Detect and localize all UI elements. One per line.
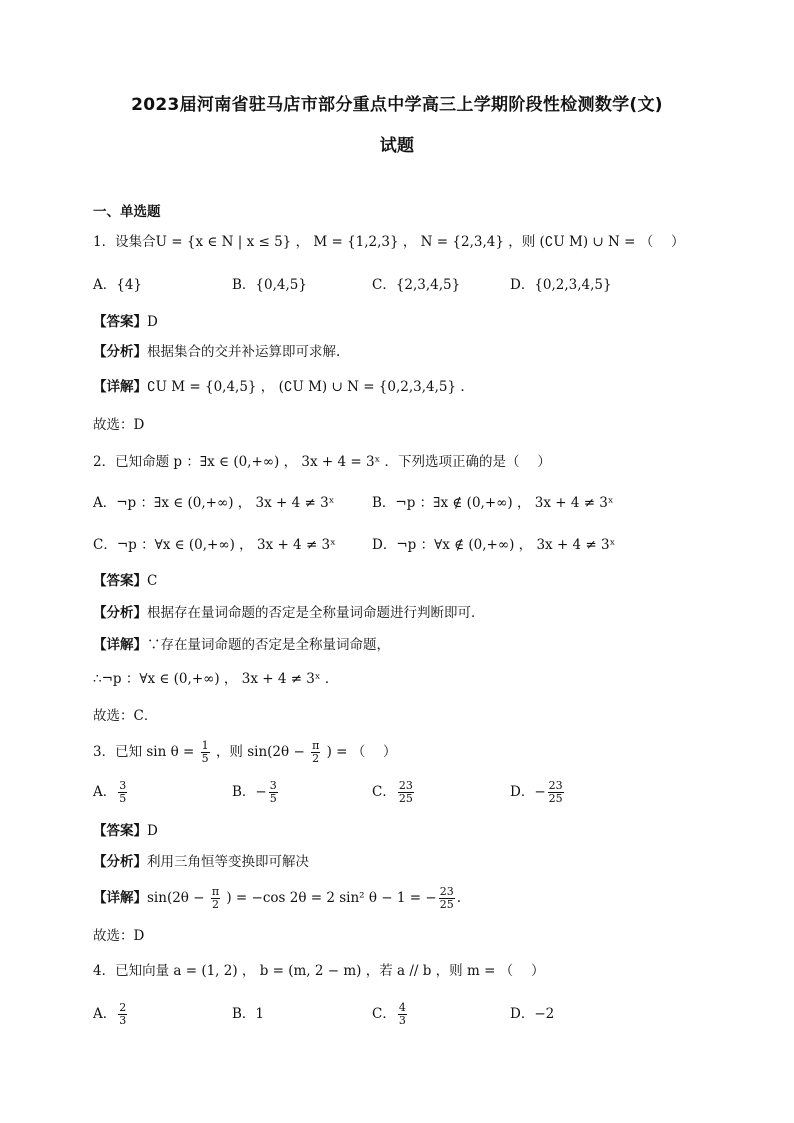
q1-stem-math: U = {x ∈ N | x ≤ 5} ， M = {1,2,3} ， N = {2,3,4} ，则 (∁U M) ∪ N = （ ） [155, 234, 685, 250]
q2-stem: 2．已知命题 p ：∃x ∈ (0,+∞) ， 3x + 4 = 3ˣ ．下列选项正确的是（ ） [93, 454, 551, 470]
q3-option-c-label: C． [372, 784, 396, 800]
q1-detail-text: ∁U M = {0,4,5} ， (∁U M) ∪ N = {0,2,3,4,5} . [147, 379, 465, 395]
q3-analysis-text: 利用三角恒等变换即可解决 [147, 854, 309, 870]
q3-detail-part-c: . [456, 890, 461, 906]
q4-option-c-fraction [398, 1002, 407, 1027]
q3-answer-value: D [147, 823, 158, 839]
q2-analysis [93, 604, 485, 622]
q3-stem [93, 740, 397, 765]
q4-stem: 4．已知向量 a = (1, 2) ， b = (m, 2 − m) ，若 a // b ，则 m = （ ） [93, 963, 545, 979]
q3-answer [93, 822, 158, 840]
q3-stem-frac-den: 5 [201, 752, 209, 765]
q2-option-c: C．¬p ：∀x ∈ (0,+∞) ， 3x + 4 ≠ 3ˣ [93, 537, 336, 553]
q2-option-d: D．¬p ：∀x ∉ (0,+∞) ， 3x + 4 ≠ 3ˣ [372, 537, 616, 553]
q2-option-b: B．¬p ：∃x ∉ (0,+∞) ， 3x + 4 ≠ 3ˣ [372, 495, 614, 511]
q2-analysis-tag: 【分析】 [93, 605, 147, 621]
q1-choice: 故选：D [93, 417, 145, 433]
q3-option-c [372, 780, 416, 805]
q1-answer [93, 313, 158, 331]
q1-detail-tag: 【详解】 [93, 379, 147, 395]
q4-option-a-num: 2 [119, 1001, 127, 1014]
q1-option-a: A．{4} [93, 277, 143, 293]
q3-stem-pi-num: π [312, 739, 320, 752]
q2-answer-tag: 【答案】 [93, 573, 147, 589]
q1-stem [93, 233, 685, 251]
q1-answer-tag: 【答案】 [93, 314, 147, 330]
q3-option-a-label: A． [93, 784, 117, 800]
q3-option-d [510, 780, 566, 805]
section-heading: 一、单选题 [93, 204, 161, 220]
q2-analysis-text: 根据存在量词命题的否定是全称量词命题进行判断即可． [147, 605, 485, 621]
q3-option-d-den: 25 [548, 792, 563, 805]
q3-option-b-label: B．− [232, 784, 267, 800]
q4-option-c-num: 4 [398, 1001, 406, 1014]
q3-detail-num: 23 [439, 885, 454, 898]
q1-analysis-text: 根据集合的交并补运算即可求解. [147, 344, 341, 360]
q3-option-d-label: D．− [510, 784, 546, 800]
q3-option-d-fraction [548, 780, 564, 805]
q3-detail-pi-fraction [211, 886, 220, 911]
q3-stem-pi-den: 2 [312, 752, 320, 765]
q3-option-a-num: 3 [119, 779, 127, 792]
q4-option-c [372, 1002, 409, 1027]
q4-option-c-label: C． [372, 1006, 396, 1022]
q3-detail-part-a: sin(2θ − [147, 890, 205, 906]
q3-detail-den: 25 [439, 898, 454, 911]
q3-detail-fraction [439, 886, 455, 911]
q3-detail-pi-num: π [211, 885, 220, 898]
q3-answer-tag: 【答案】 [93, 823, 147, 839]
q3-option-b [232, 780, 280, 805]
q3-stem-part-a: 3．已知 sin θ = [93, 744, 195, 760]
q2-answer-value: C [147, 573, 158, 589]
q2-option-a: A．¬p ：∃x ∈ (0,+∞) ， 3x + 4 ≠ 3ˣ [93, 495, 335, 511]
q3-option-c-num: 23 [398, 779, 413, 792]
q2-detail-text: ∵存在量词命题的否定是全称量词命题， [147, 637, 390, 653]
q3-stem-part-b: ，则 sin(2θ − [215, 744, 305, 760]
document-title-line2: 试题 [379, 136, 415, 156]
q1-analysis [93, 343, 340, 361]
q1-stem-prefix: 1．设集合 [93, 234, 156, 250]
document-title-line1: 2023届河南省驻马店市部分重点中学高三上学期阶段性检测数学(文) [131, 95, 663, 115]
q1-option-c: C．{2,3,4,5} [372, 277, 461, 293]
q3-option-a [93, 780, 129, 805]
q3-analysis-tag: 【分析】 [93, 854, 147, 870]
q4-option-a-den: 3 [119, 1014, 127, 1027]
q2-choice: 故选：C． [93, 708, 158, 724]
q2-detail [93, 636, 390, 654]
q1-option-b: B．{0,4,5} [232, 277, 307, 293]
q1-detail [93, 378, 465, 396]
q4-option-d: D．−2 [510, 1006, 555, 1022]
q4-option-a-fraction [118, 1002, 127, 1027]
q3-option-d-num: 23 [548, 779, 563, 792]
q2-detail-line2: ∴¬p ：∀x ∈ (0,+∞) ， 3x + 4 ≠ 3ˣ ． [93, 671, 339, 687]
q3-analysis [93, 853, 309, 871]
q4-option-a-label: A． [93, 1006, 117, 1022]
q3-option-b-num: 3 [269, 779, 277, 792]
q1-option-d: D．{0,2,3,4,5} [510, 277, 612, 293]
q3-stem-pi-fraction [311, 740, 320, 765]
q3-stem-part-c: ) = （ ） [326, 744, 397, 760]
q3-option-b-fraction [269, 780, 278, 805]
q3-option-a-fraction [118, 780, 127, 805]
q2-detail-tag: 【详解】 [93, 637, 147, 653]
q3-stem-fraction [201, 740, 210, 765]
q3-detail-tag: 【详解】 [93, 890, 147, 906]
q4-option-b: B．1 [232, 1006, 265, 1022]
q1-answer-value: D [147, 314, 158, 330]
q4-option-a [93, 1002, 129, 1027]
q4-option-c-den: 3 [398, 1014, 406, 1027]
q3-option-c-den: 25 [398, 792, 413, 805]
q1-analysis-tag: 【分析】 [93, 344, 147, 360]
q2-answer [93, 572, 157, 590]
q3-detail-part-b: ) = −cos 2θ = 2 sin² θ − 1 = − [226, 890, 437, 906]
q3-option-c-fraction [398, 780, 414, 805]
q3-option-a-den: 5 [119, 792, 127, 805]
q3-stem-frac-num: 1 [201, 739, 209, 752]
q3-choice: 故选：D [93, 928, 145, 944]
q3-option-b-den: 5 [269, 792, 277, 805]
q3-detail [93, 886, 461, 911]
q3-detail-pi-den: 2 [211, 898, 219, 911]
